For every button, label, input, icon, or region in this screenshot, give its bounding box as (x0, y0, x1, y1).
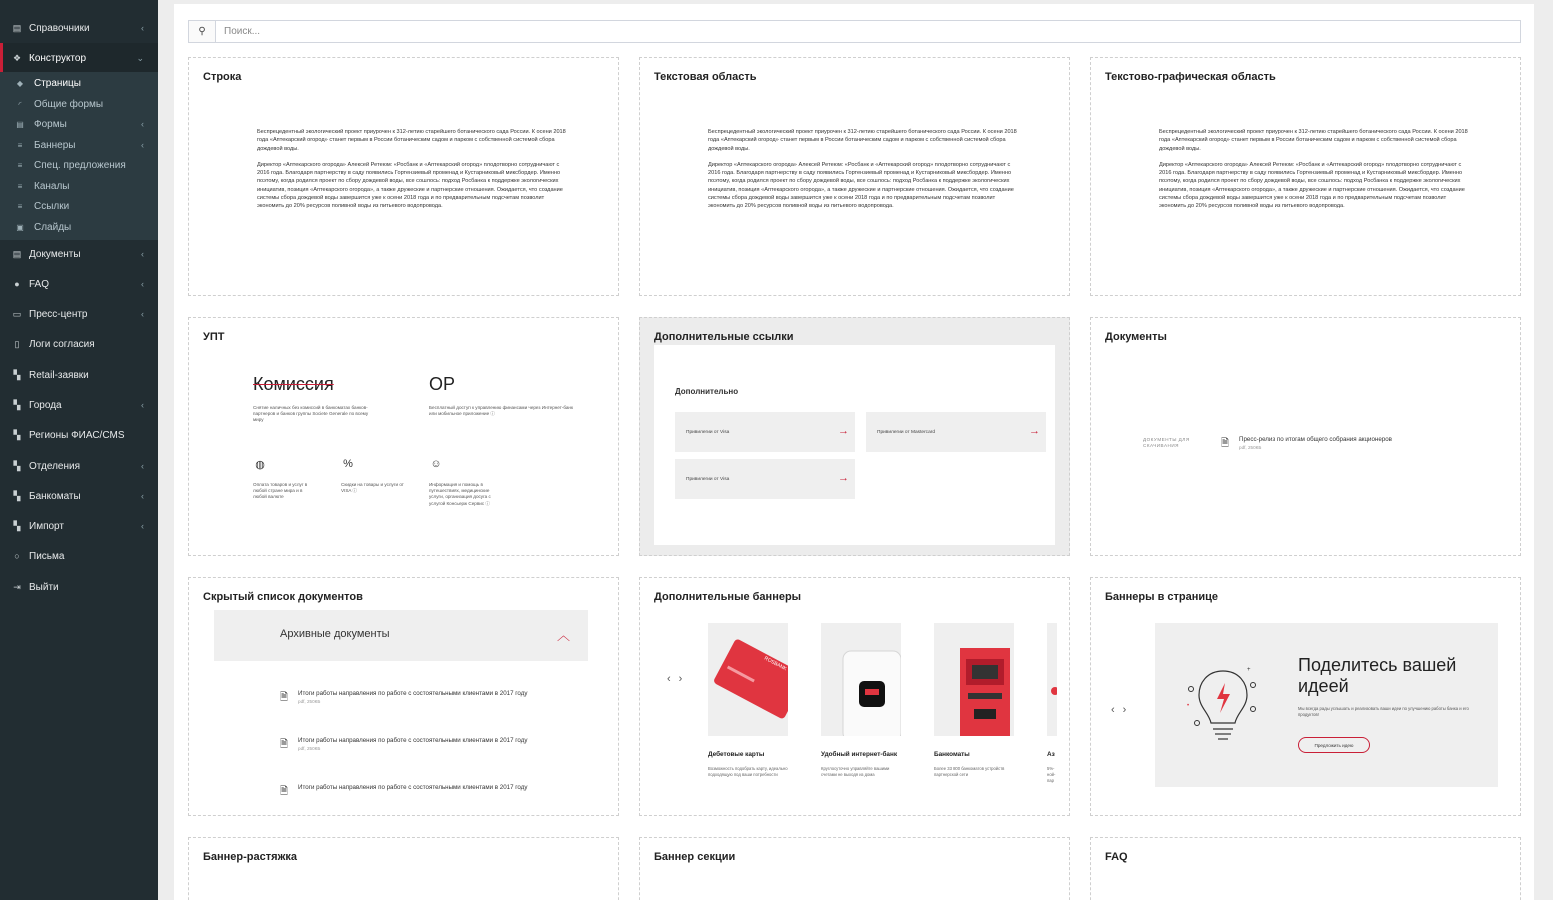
rss-icon: ◜ (18, 99, 22, 109)
sidebar-item-label: Выйти (29, 581, 59, 593)
block-card-extra-links[interactable] (639, 317, 1070, 556)
idea-title: Поделитесь вашей идеей (1298, 655, 1457, 696)
document-meta: pdf, 250КБ (1239, 445, 1262, 450)
sidebar-item-faq[interactable] (0, 269, 158, 299)
upt-commission-title: Комиссия (253, 374, 334, 394)
map-icon: ▚ (13, 460, 21, 471)
sub-item-common-forms[interactable] (0, 94, 158, 114)
credit-card-image (708, 623, 788, 736)
accordion-archive[interactable] (214, 610, 588, 661)
sidebar-item-cities[interactable] (0, 390, 158, 420)
banner-caption: Аз (1047, 751, 1055, 758)
block-card-extra-banners[interactable] (639, 577, 1070, 816)
arrow-right-icon: → (838, 472, 849, 484)
database-icon: ≡ (17, 181, 23, 191)
sub-item-channels[interactable] (0, 176, 158, 196)
signout-icon: ⇥ (13, 581, 21, 592)
slider-arrows[interactable] (1111, 704, 1134, 716)
sidebar-item-label: Письма (29, 550, 65, 562)
arrow-right-icon: → (1029, 425, 1040, 437)
chevron-up-icon: ︿ (556, 628, 570, 643)
document-title: Итоги работы направления по работе с состоятельными клиентами в 2017 году (298, 784, 528, 791)
database-icon: ≡ (17, 140, 23, 150)
text-paragraph: Директор «Аптекарского огорода» Алексей Ретеюм: «Росбанк и «Аптекарский огород» плодотворно сотрудничают с 2016 года. Благодаря партнерству в саду появились Гортензиевый променад и Кустарниковый миксбордер. Именно поэтому, когда родился проект по сбору дождевой воды, все сошлось: подход Росбанка к поддержке экологических инициатив, позиция «Аптекарского огорода», а также дружеские и партнерские отношения. Ожидается, что создание системы сбора дождевой воды завершится уже к осени 2018 года и по предварительным подсчетам позволит экономить до 20% ресурсов поливной воды из питьевого водопровода. (1159, 161, 1465, 210)
search-input[interactable] (216, 21, 1520, 42)
link-visa-2[interactable] (675, 459, 855, 499)
chevron-left-icon: ‹ (141, 461, 144, 471)
block-card-upt[interactable] (188, 317, 619, 556)
idea-desc: Мы всегда рады услышать и реализовать ваши идеи по улучшению работы банка и его продуктов! (1298, 706, 1469, 717)
sidebar-item-label: Импорт (29, 520, 64, 532)
sub-item-forms[interactable] (0, 114, 158, 134)
link-label: Привилегии от Visa (686, 429, 730, 435)
fire-icon: ◆ (16, 78, 24, 88)
banner-atms[interactable] (934, 623, 1014, 736)
arrow-right-icon: → (838, 425, 849, 437)
banner-desc: Круглосуточно управляйте вашими счетами не выходя из дома (821, 766, 890, 777)
sidebar-item-label: Документы (29, 248, 81, 260)
sidebar-item-label: Отделения (29, 460, 81, 472)
newspaper-icon: ▭ (12, 308, 22, 319)
svg-text:+: + (1247, 667, 1251, 673)
block-card-page-banners[interactable] (1090, 577, 1521, 816)
block-card-banner-stretch[interactable] (188, 837, 619, 900)
document-title: Пресс-релиз по итогам общего собрания акционеров (1239, 436, 1392, 443)
constructor-submenu (0, 72, 158, 240)
text-paragraph: Беспрецедентный экологический проект приурочен к 312-летию старейшего ботанического сада России. К осени 2018 года «Аптекарский огород» станет первым в России ботаническим садом и парком с собственной системой сбора дождевой воды. (257, 129, 566, 152)
chevron-left-icon: ‹ (141, 491, 144, 501)
sidebar-item-logout[interactable] (0, 572, 158, 602)
sidebar-item-label: Логи согласия (29, 338, 95, 350)
sidebar-item-press-center[interactable] (0, 299, 158, 329)
map-icon: ▚ (13, 429, 21, 440)
document-meta: pdf, 250КБ (298, 699, 321, 704)
sub-item-label: Слайды (34, 221, 72, 233)
document-row[interactable] (280, 783, 550, 801)
percent-icon: % (343, 458, 353, 470)
block-card-faq[interactable] (1090, 837, 1521, 900)
sample-text (257, 128, 567, 219)
database-icon: ≡ (17, 160, 23, 170)
sidebar-item-constructor[interactable] (0, 43, 158, 73)
file-icon: 🗎 (280, 739, 289, 750)
question-icon: ● (14, 279, 20, 289)
sidebar-item-documents[interactable] (0, 239, 158, 269)
sub-item-label: Формы (34, 118, 67, 130)
sub-item-label: Общие формы (34, 98, 104, 110)
sample-text (1159, 128, 1469, 219)
upt-feature-desc: Скидки на товары и услуги от VISA ⓘ (341, 482, 404, 494)
sidebar-item-atms[interactable] (0, 481, 158, 511)
document-meta: pdf, 250КБ (298, 746, 321, 751)
sub-item-label: Каналы (34, 180, 70, 192)
card-title: Текстово-графическая область (1105, 71, 1276, 83)
file-icon: 🗎 (280, 786, 289, 797)
link-label: Привилегии от Visa (686, 476, 730, 482)
sidebar-item-consent-logs[interactable] (0, 329, 158, 359)
atm-image (934, 623, 1014, 736)
chevron-left-icon: ‹ (141, 309, 144, 319)
card-title: Дополнительные баннеры (654, 591, 802, 603)
card-title: Дополнительные ссылки (654, 331, 794, 343)
chevron-down-icon: ⌄ (136, 52, 144, 63)
card-title: FAQ (1105, 851, 1128, 863)
book-icon: ▤ (12, 22, 22, 33)
link-mastercard[interactable] (866, 412, 1046, 452)
sidebar-item-retail-requests[interactable] (0, 360, 158, 390)
chevron-left-icon: ‹ (141, 119, 144, 129)
suggest-idea-button[interactable]: Предложить идею (1298, 737, 1370, 753)
sidebar-item-label: FAQ (29, 278, 50, 290)
sidebar-item-regions[interactable] (0, 420, 158, 450)
card-brand-text: ROSBANK (763, 655, 788, 673)
lightbulb-icon (1183, 661, 1263, 751)
document-row[interactable] (280, 736, 550, 754)
slider-arrows[interactable] (667, 673, 690, 685)
sidebar-item-label: Конструктор (29, 52, 87, 64)
banner-debit-cards[interactable] (708, 623, 788, 736)
search-button[interactable] (189, 21, 216, 42)
chevron-left-icon: ‹ (141, 23, 144, 33)
sidebar-item-label: Пресс-центр (29, 308, 88, 320)
main-content (174, 0, 1534, 900)
block-card-hidden-docs[interactable] (188, 577, 619, 816)
upt-feature-desc: Оплата товаров и услуг в любой стране мира и в любой валюте (253, 482, 308, 500)
card-title: Баннер секции (654, 851, 736, 863)
banner-desc: Возможность подобрать карту, идеально подходящую под ваши потребности (708, 766, 788, 777)
upt-feature-desc: Информация и помощь в путешествиях, медицинские услуги, организация досуга с услугой Консьерж Сервис ⓘ (429, 482, 491, 506)
links-heading: Дополнительно (675, 387, 739, 396)
sidebar-item-label: Справочники (29, 22, 90, 34)
sub-item-pages[interactable] (0, 73, 158, 93)
banner-caption: Банкоматы (934, 751, 970, 758)
card-title: Строка (203, 71, 242, 83)
sub-item-special-offers[interactable] (0, 155, 158, 175)
card-title: Баннеры в странице (1105, 591, 1219, 603)
sidebar-item-directories[interactable] (0, 13, 158, 43)
sub-item-label: Баннеры (34, 139, 76, 151)
text-paragraph: Беспрецедентный экологический проект приурочен к 312-летию старейшего ботанического сада России. К осени 2018 года «Аптекарский огород» станет первым в России ботаническим садом и парком с собственной системой сбора дождевой воды. (708, 129, 1017, 152)
circle-icon: ○ (14, 551, 20, 561)
chevron-left-icon: ‹ (141, 521, 144, 531)
chevron-left-icon: ‹ (141, 140, 144, 150)
block-card-documents[interactable] (1090, 317, 1521, 556)
sidebar (0, 0, 158, 900)
idea-banner (1155, 623, 1498, 787)
sidebar-item-label: Retail-заявки (29, 369, 89, 381)
svg-text:•: • (1187, 703, 1190, 709)
cubes-icon: ❖ (12, 52, 22, 63)
banner-caption: Дебетовые карты (708, 751, 765, 758)
file-icon: ▯ (14, 338, 20, 349)
right-gutter (1534, 0, 1553, 900)
upt-or-title: ОР (429, 374, 456, 394)
block-card-section-banner[interactable] (639, 837, 1070, 900)
link-visa[interactable] (675, 412, 855, 452)
map-icon: ▚ (13, 399, 21, 410)
globe-icon: ◍ (255, 458, 265, 471)
sidebar-item-letters[interactable] (0, 541, 158, 571)
banner-partial[interactable] (1047, 623, 1057, 736)
document-row[interactable] (280, 689, 550, 707)
document-row[interactable] (1221, 435, 1392, 453)
image-icon: ▣ (16, 222, 24, 232)
file-icon: 🗎 (280, 692, 289, 703)
database-icon: ≡ (17, 201, 23, 211)
banner-caption: Удобный интернет-банк (821, 751, 898, 758)
block-card-text-graphic[interactable] (1090, 57, 1521, 296)
map-icon: ▚ (13, 369, 21, 380)
sidebar-item-import[interactable] (0, 511, 158, 541)
chevron-left-icon: ‹ (141, 279, 144, 289)
sub-item-banners[interactable] (0, 135, 158, 155)
concierge-icon: ☺ (430, 458, 442, 470)
upt-commission-desc: Снятие наличных без комиссий в банкоматах банков-партнеров и банков группы Societe Generale по всему миру (253, 405, 369, 423)
chevron-right-icon: › (678, 673, 691, 685)
card-title: Баннер-растяжка (203, 851, 297, 863)
banner-desc: 5%- ной- пар (1047, 766, 1056, 783)
block-card-text-area[interactable] (639, 57, 1070, 296)
banner-partial-image (1047, 623, 1057, 736)
text-paragraph: Директор «Аптекарского огорода» Алексей Ретеюм: «Росбанк и «Аптекарский огород» плодотворно сотрудничают с 2016 года. Благодаря партнерству в саду появились Гортензиевый променад и Кустарниковый миксбордер. Именно поэтому, когда родился проект по сбору дождевой воды, все сошлось: подход Росбанка к поддержке экологических инициатив, позиция «Аптекарского огорода», а также дружеские и партнерские отношения. Ожидается, что создание системы сбора дождевой воды завершится уже к осени 2018 года и по предварительным подсчетам позволит экономить до 20% ресурсов поливной воды из питьевого водопровода. (708, 161, 1014, 210)
docs-label: ДОКУМЕНТЫ ДЛЯ СКАЧИВАНИЯ (1143, 437, 1190, 448)
upt-or-desc: Бесплатный доступ к управлению финансами через Интернет-банк или мобильное приложение ⓘ (429, 405, 573, 417)
banner-desc: Более 33 800 банкоматов устройств партнерской сети (934, 766, 1005, 777)
card-title: Текстовая область (654, 71, 757, 83)
sample-text (708, 128, 1018, 219)
sidebar-item-label: Города (29, 399, 62, 411)
card-title: Скрытый список документов (203, 591, 363, 603)
book-icon: ▤ (12, 248, 22, 259)
link-label: Привилегии от Mastercard (877, 429, 936, 435)
sub-item-label: Ссылки (34, 200, 70, 212)
map-icon: ▚ (13, 490, 21, 501)
text-paragraph: Директор «Аптекарского огорода» Алексей Ретеюм: «Росбанк и «Аптекарский огород» плодотворно сотрудничают с 2016 года. Благодаря партнерству в саду появились Гортензиевый променад и Кустарниковый миксбордер. Именно поэтому, когда родился проект по сбору дождевой воды, все сошлось: подход Росбанка к поддержке экологических инициатив, позиция «Аптекарского огорода», а также дружеские и партнерские отношения. Ожидается, что создание системы сбора дождевой воды завершится уже к осени 2018 года и по предварительным подсчетам позволит экономить до 20% ресурсов поливной воды из питьевого водопровода. (257, 161, 563, 210)
sub-item-slides[interactable] (0, 217, 158, 237)
top-divider (174, 0, 1534, 4)
chevron-left-icon: ‹ (141, 400, 144, 410)
search-bar (188, 20, 1521, 43)
text-paragraph: Беспрецедентный экологический проект приурочен к 312-летию старейшего ботанического сада России. К осени 2018 года «Аптекарский огород» станет первым в России ботаническим садом и парком с собственной системой сбора дождевой воды. (1159, 129, 1468, 152)
file-icon: 🗎 (1221, 438, 1230, 449)
card-title: УПТ (203, 331, 225, 343)
map-icon: ▚ (13, 520, 21, 531)
document-title: Итоги работы направления по работе с состоятельными клиентами в 2017 году (298, 737, 528, 744)
accordion-label: Архивные документы (280, 628, 390, 640)
banner-internet-bank[interactable] (821, 623, 901, 736)
card-title: Документы (1105, 331, 1167, 343)
links-preview (654, 345, 1055, 545)
sidebar-item-branches[interactable] (0, 451, 158, 481)
block-card-stroka[interactable] (188, 57, 619, 296)
sub-item-label: Страницы (34, 77, 81, 89)
chevron-right-icon: › (1122, 704, 1135, 716)
search-icon: ⚲ (198, 26, 206, 37)
sub-item-label: Спец. предложения (34, 159, 126, 171)
phone-image (821, 623, 901, 736)
sidebar-item-label: Банкоматы (29, 490, 81, 502)
document-title: Итоги работы направления по работе с состоятельными клиентами в 2017 году (298, 690, 528, 697)
chevron-left-icon: ‹ (667, 673, 679, 685)
sidebar-item-label: Регионы ФИАС/CMS (29, 429, 125, 441)
chevron-left-icon: ‹ (1111, 704, 1123, 716)
book-icon: ▤ (16, 119, 24, 129)
sub-item-links[interactable] (0, 196, 158, 216)
chevron-left-icon: ‹ (141, 249, 144, 259)
